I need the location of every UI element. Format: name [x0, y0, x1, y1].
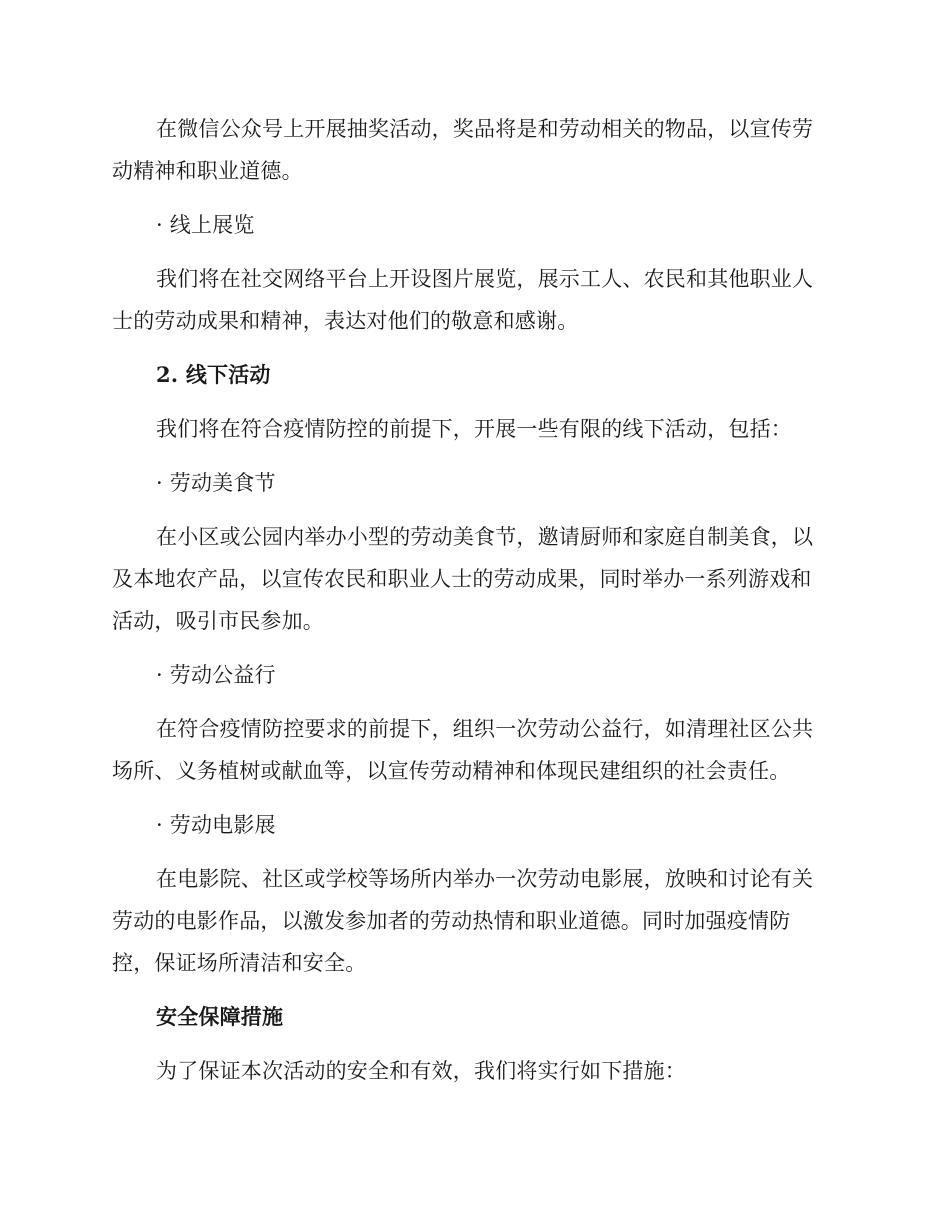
paragraph-offline-intro: 我们将在符合疫情防控的前提下，开展一些有限的线下活动，包括：: [156, 417, 792, 441]
bullet-labor-charity: · 劳动公益行: [156, 663, 276, 687]
bullet-labor-food-festival: · 劳动美食节: [156, 471, 276, 495]
paragraph-safety-intro: 为了保证本次活动的安全和有效，我们将实行如下措施：: [156, 1059, 686, 1083]
section-heading-offline-activities: 2. 线下活动: [156, 362, 271, 387]
bullet-online-exhibition: · 线上展览: [156, 213, 255, 237]
paragraph-photo-exhibition: 我们将在社交网络平台上开设图片展览，展示工人、农民和其他职业人士的劳动成果和精神，表达对他们的敬意和感谢。: [112, 267, 814, 333]
section-heading-safety-measures: 安全保障措施: [156, 1004, 284, 1029]
paragraph-charity: 在符合疫情防控要求的前提下，组织一次劳动公益行，如清理社区公共场所、义务植树或献血等，以宣传劳动精神和体现民建组织的社会责任。: [112, 717, 814, 783]
paragraph-film-festival: 在电影院、社区或学校等场所内举办一次劳动电影展，放映和讨论有关劳动的电影作品，以激发参加者的劳动热情和职业道德。同时加强疫情防控，保证场所清洁和安全。: [112, 867, 814, 975]
paragraph-food-festival: 在小区或公园内举办小型的劳动美食节，邀请厨师和家庭自制美食，以及本地农产品，以宣传农民和职业人士的劳动成果，同时举办一系列游戏和活动，吸引市民参加。: [112, 525, 814, 633]
paragraph-wechat-lottery: 在微信公众号上开展抽奖活动，奖品将是和劳动相关的物品，以宣传劳动精神和职业道德。: [112, 117, 814, 183]
document-page: [112, 108, 832, 1104]
bullet-labor-film-festival: · 劳动电影展: [156, 813, 276, 837]
